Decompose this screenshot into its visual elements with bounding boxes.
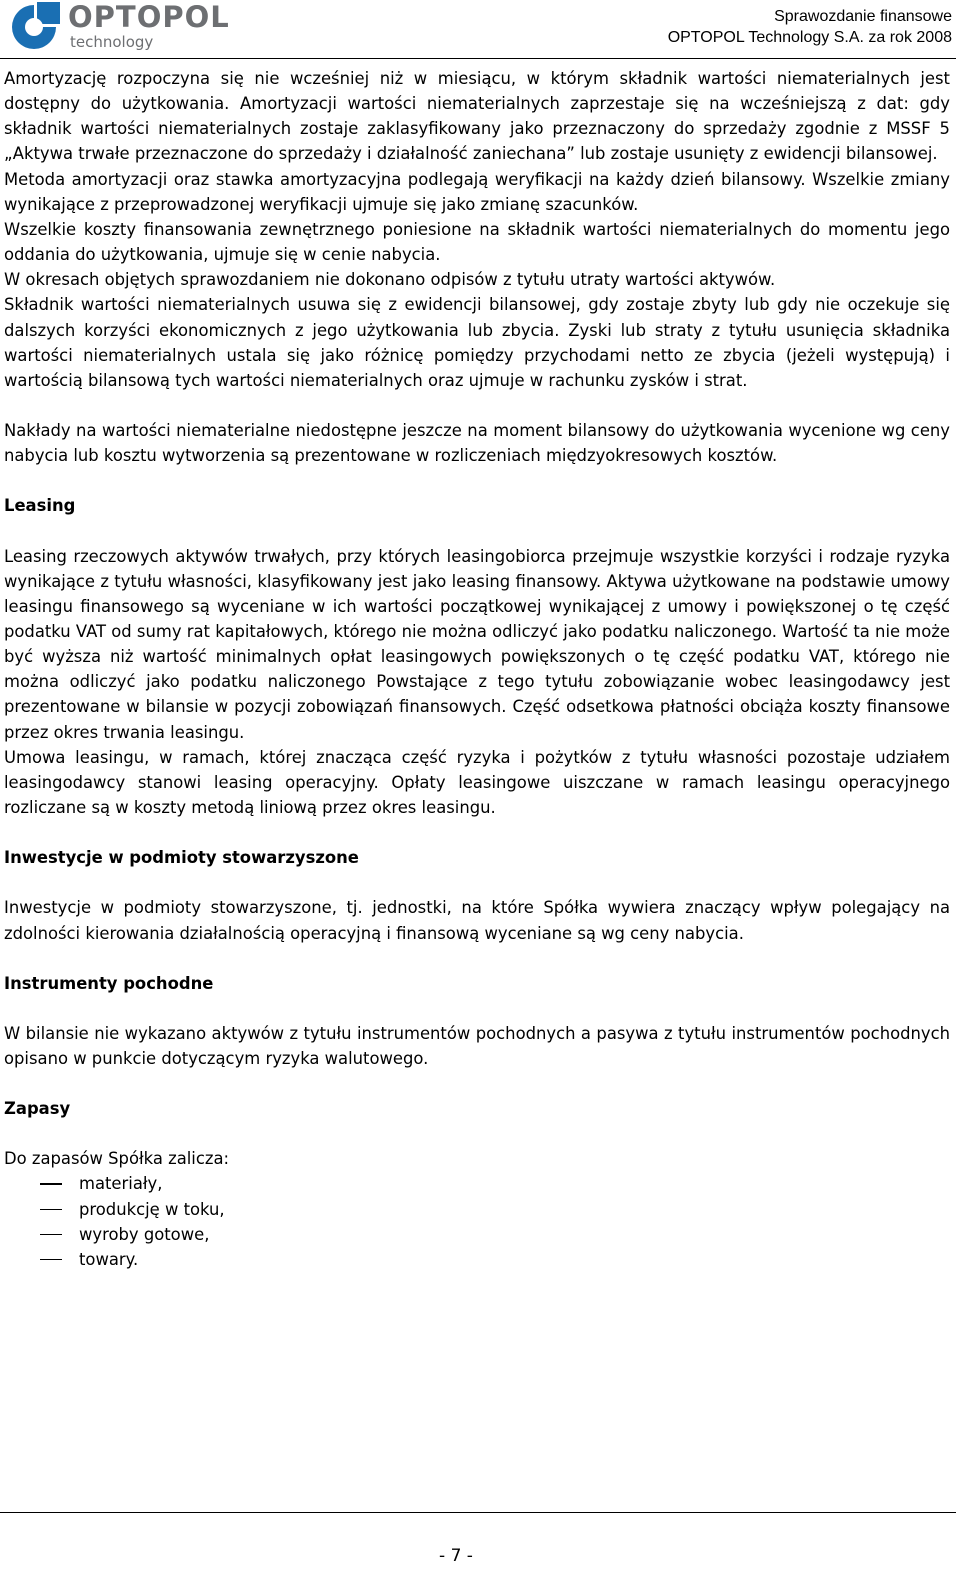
page-number: - 7 - [439,1546,473,1566]
paragraph: Leasing rzeczowych aktywów trwałych, przy których leasingobiorca przejmuje wszystkie korzyści i rodzaje ryzyka wynikające z tytułu własności, klasyfikowany jest jako leasing finansowy. Aktywa użytkowane na podstawie umowy leasingu finansowego są wyceniane w ich wartości początkowej wynikającej z umowy i powiększonej o tę część podatku VAT od sumy rat kapitałowych, którego nie można odliczyć jako podatku naliczonego. Wartość ta nie może być wyższa niż wartość minimalnych opłat leasingowych powiększonych o tę część podatku VAT, którego nie można odliczyć jako podatku naliczonego Powstające z tego tytułu zobowiązanie wobec leasingodawcy jest prezentowane w bilansie w pozycji zobowiązań finansowych. Część odsetkowa płatności obciąża koszty finansowe przez okres trwania leasingu. [4,546,950,742]
footer-divider [0,1512,956,1513]
zapasy-list [4,1171,950,1272]
paragraph: Umowa leasingu, w ramach, której znacząca część ryzyka i pożytków z tytułu własności pozostaje udziałem leasingodawcy stanowi leasing operacyjny. Opłaty leasingowe uiszczane w ramach leasingu operacyjnego rozliczane są w koszty metodą liniową przez okres leasingu. [4,747,950,818]
list-item: wyroby gotowe, [4,1222,950,1247]
brand-subtitle: technology [70,33,154,51]
dash-bullet-icon [40,1183,62,1185]
section-heading-zapasy: Zapasy [4,1099,71,1119]
dash-bullet-icon [40,1259,62,1261]
paragraph: Metoda amortyzacji oraz stawka amortyzacyjna podlegają weryfikacji na każdy dzień bilansowy. Wszelkie zmiany wynikające z przeprowadzonej weryfikacji ujmuje się jako zmianę szacunków. [4,169,950,214]
optopol-logo-icon [6,2,62,52]
page-header [0,0,960,60]
paragraph: Wszelkie koszty finansowania zewnętrznego poniesione na składnik wartości niematerialnych do momentu jego oddania do użytkowania, ujmuje się w cenie nabycia. [4,219,950,265]
report-info [668,6,952,48]
company-logo [6,2,246,54]
paragraph: Składnik wartości niematerialnych usuwa się z ewidencji bilansowej, gdy zostaje zbyty lub gdy nie oczekuje się dalszych korzyści ekonomicznych z jego użytkowania lub zbycia. Zyski lub straty z tytułu usunięcia składnika wartości niematerialnych ustala się jako różnicę pomiędzy przychodami netto ze zbycia (jeżeli występują) i wartością bilansową tych wartości niematerialnych oraz ujmuje w rachunku zysków i strat. [4,295,950,390]
brand-name: OPTOPOL [68,0,230,34]
header-divider [0,58,956,59]
paragraph: W okresach objętych sprawozdaniem nie dokonano odpisów z tytułu utraty wartości aktywów. [4,270,776,290]
report-company: OPTOPOL Technology S.A. za rok 2008 [667,29,952,46]
list-item: materiały, [4,1171,950,1196]
paragraph: Amortyzację rozpoczyna się nie wcześniej niż w miesiącu, w którym składnik wartości niematerialnych jest dostępny do użytkowania. Amortyzacji wartości niematerialnych zaprzestaje się na wcześniejszą z dat: gdy składnik wartości niematerialnych zostaje zaklasyfikowany jako przeznaczony do sprzedaży zgodnie z MSSF 5 „Aktywa trwałe przeznaczone do sprzedaży i działalność zaniechana” lub zostaje usunięty z ewidencji bilansowej. [4,69,950,164]
paragraph: Do zapasów Spółka zalicza: [4,1149,230,1169]
list-item: produkcję w toku, [4,1197,950,1222]
paragraph: W bilansie nie wykazano aktywów z tytułu instrumentów pochodnych a pasywa z tytułu instrumentów pochodnych opisano w punkcie dotyczącym ryzyka walutowego. [4,1023,950,1068]
dash-bullet-icon [40,1234,62,1236]
section-heading-inwestycje: Inwestycje w podmioty stowarzyszone [4,848,359,868]
document-body [4,66,950,1272]
paragraph: Nakłady na wartości niematerialne niedostępne jeszcze na moment bilansowy do użytkowania wycenione wg ceny nabycia lub kosztu wytworzenia są prezentowane w rozliczeniach międzyokresowych kosztów. [4,421,950,466]
section-heading-instrumenty: Instrumenty pochodne [4,973,214,993]
list-item: towary. [4,1247,950,1272]
dash-bullet-icon [40,1209,62,1211]
report-title: Sprawozdanie finansowe [774,8,952,25]
section-heading-leasing: Leasing [4,496,76,516]
paragraph: Inwestycje w podmioty stowarzyszone, tj. jednostki, na które Spółka wywiera znaczący wpływ polegający na zdolności kierowania działalnością operacyjną i finansową wyceniane są wg ceny nabycia. [4,898,950,943]
